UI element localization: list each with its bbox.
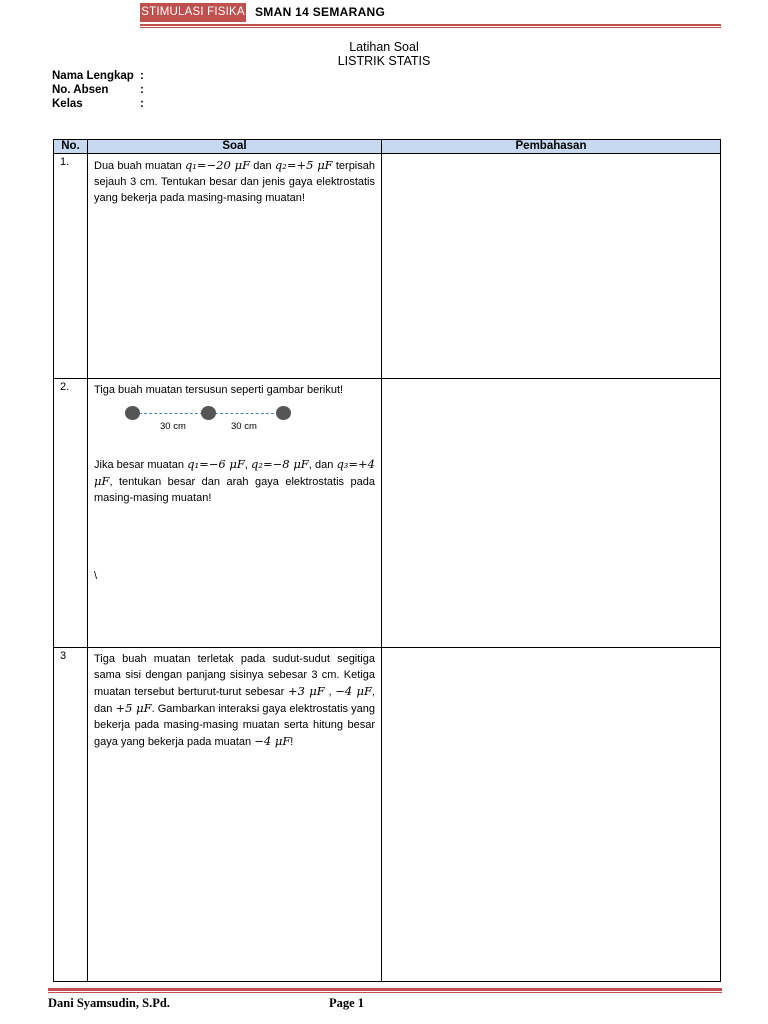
header-divider [140,24,721,26]
charge-dot-3 [276,406,291,420]
document-subtitle: LISTRIK STATIS [337,54,431,68]
charge-value-1: +3 μF [288,684,325,698]
question-text-part: ! [290,736,294,748]
question-table [53,139,721,982]
question-text-part: Jika besar muatan [94,459,188,471]
header-subject-badge [140,3,246,22]
question-text [88,648,382,982]
question-text-part: , dan [308,459,337,471]
table-header-row [54,140,721,154]
footer-page-number: Page 1 [329,996,365,1010]
charge-q3: q₃=+4 μF [94,457,375,488]
question-text-part: , dan [94,686,375,715]
footer-author: Dani Syamsudin, S.Pd. [48,996,170,1010]
answer-cell[interactable] [382,154,721,379]
distance-label-2: 30 cm [231,421,257,432]
question-text-part: . Gambarkan interaksi gaya elektrostatis yang bekerja pada masing-masing muatan serta hitung besar gaya yang bekerja pada muatan [94,703,376,748]
question-text-part: Tiga buah muatan terletak pada sudut-sudut segitiga sama sisi dengan panjang sisinya sebesar 3 cm. Ketiga muatan tersebut berturut-turut sebesar [94,653,375,698]
identity-field-kelas [52,98,144,110]
question-text [88,154,382,379]
table-row [54,648,721,982]
stray-character: \ [94,570,98,582]
question-number: 2. [54,379,88,648]
charge-q1: q₁=−6 μF [187,457,245,471]
question-text-part: , tentukan besar dan arah gaya elektrostatis pada masing-masing muatan! [94,476,375,504]
identity-colon: : [140,70,144,82]
identity-label: Kelas [52,98,83,110]
column-header-no: No. [54,140,88,154]
charge-q2: q₂=+5 μF [274,158,333,172]
question-text-part: , [324,686,336,698]
identity-label: Nama Lengkap [52,70,134,82]
document-title: Latihan Soal [349,40,419,54]
charge-q2: q₂=−8 μF [251,457,309,471]
identity-label: No. Absen [52,84,109,96]
question-body [94,456,375,506]
header-subject-label: STIMULASI FISIKA [141,6,245,18]
column-header-pembahasan: Pembahasan [382,140,721,154]
header-divider-thin [140,27,721,28]
charge-arrangement-diagram [94,402,375,450]
identity-colon: : [140,98,144,110]
question-text-part: , [244,459,252,471]
table-row [54,154,721,379]
charge-q1: q₁=−20 μF [184,158,251,172]
table-row [54,379,721,648]
footer-divider [48,988,722,991]
question-number: 3 [54,648,88,982]
identity-colon: : [140,84,144,96]
footer-divider-thin [48,992,722,993]
question-text-part: Dua buah muatan [94,160,185,172]
charge-value-4: −4 μF [254,734,291,748]
charge-dot-2 [201,406,216,420]
distance-label-1: 30 cm [160,421,186,432]
header-school-name: SMAN 14 SEMARANG [255,5,386,19]
column-header-soal: Soal [88,140,382,154]
identity-field-name [52,70,144,82]
question-text [88,379,382,648]
charge-value-3: +5 μF [115,701,152,715]
answer-cell[interactable] [382,648,721,982]
question-text-part: terpisah sejauh 3 cm. Tentukan besar dan jenis gaya elektrostatis yang bekerja pada masing-masing muatan! [94,160,375,204]
identity-field-absen [52,84,144,96]
answer-cell[interactable] [382,379,721,648]
question-text-part: dan [250,160,275,172]
charge-dot-1 [125,406,140,420]
question-number: 1. [54,154,88,379]
charge-value-2: −4 μF [335,684,372,698]
question-intro: Tiga buah muatan tersusun seperti gambar berikut! [94,384,344,396]
